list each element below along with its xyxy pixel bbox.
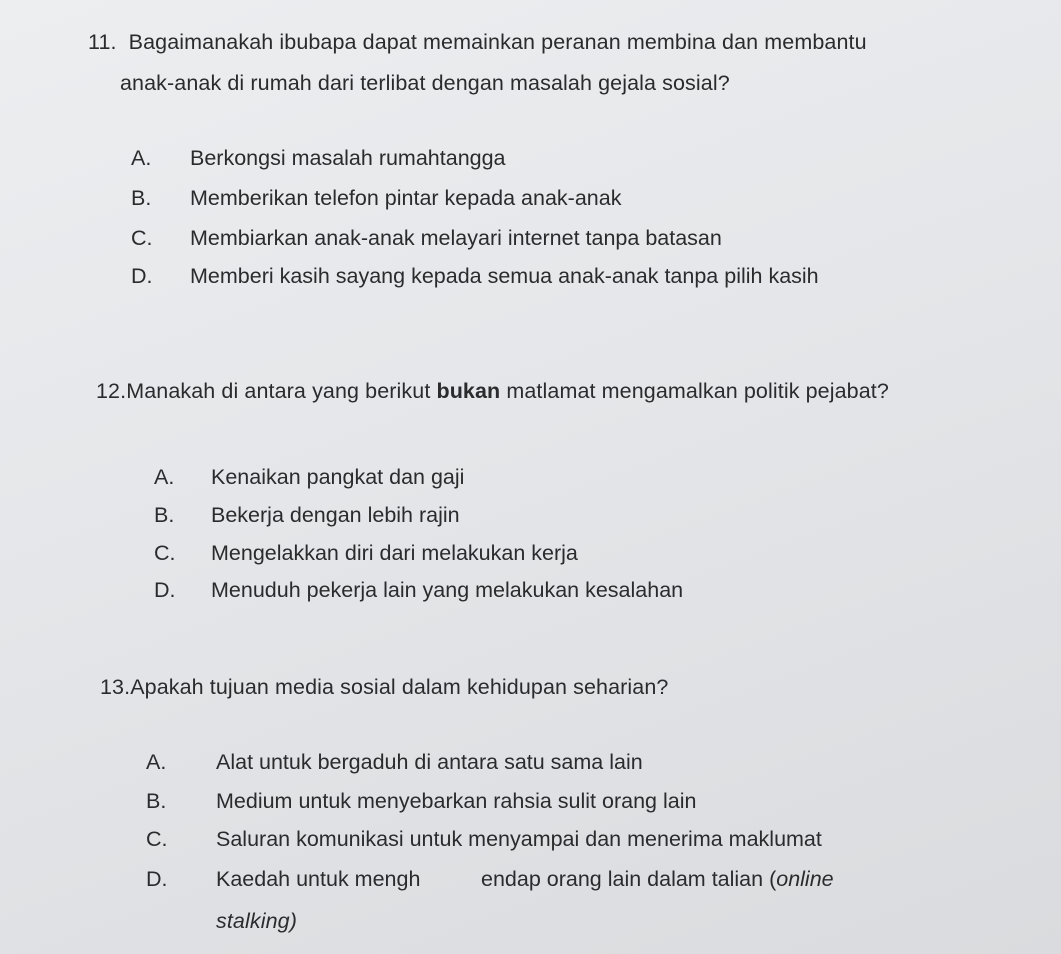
option-letter: B. — [154, 503, 175, 527]
question-11-line1 — [88, 30, 867, 55]
option-letter: B. — [131, 186, 152, 210]
option-text: Medium untuk menyebarkan rahsia sulit orang lain — [216, 789, 697, 813]
question-12-number: 12. — [96, 379, 127, 403]
option-text-line2: stalking) — [216, 909, 297, 933]
option-letter: D. — [146, 867, 168, 891]
option-text-italic: online — [776, 867, 834, 891]
option-text: Saluran komunikasi untuk menyampai dan menerima maklumat — [216, 827, 822, 851]
option-text: Memberikan telefon pintar kepada anak-anak — [190, 186, 622, 210]
option-text: Bekerja dengan lebih rajin — [211, 503, 460, 527]
question-13-stem: Apakah tujuan media sosial dalam kehidupan seharian? — [130, 675, 669, 699]
option-text: Alat untuk bergaduh di antara satu sama lain — [216, 750, 643, 774]
question-12-stem — [96, 379, 889, 404]
option-text: Menuduh pekerja lain yang melakukan kesalahan — [211, 578, 684, 602]
question-12-stem-emphasis: bukan — [436, 379, 501, 403]
option-text-part1: Kaedah untuk mengh — [216, 867, 421, 891]
option-letter: C. — [154, 541, 176, 565]
option-letter: A. — [131, 146, 152, 170]
question-13-stem-line — [100, 675, 668, 700]
option-text-part2-plain: endap orang lain dalam talian ( — [481, 867, 777, 891]
option-text: Kenaikan pangkat dan gaji — [211, 465, 465, 489]
option-letter: D. — [154, 578, 176, 602]
option-letter: C. — [131, 226, 153, 250]
option-text: Mengelakkan diri dari melakukan kerja — [211, 541, 578, 565]
question-11-number: 11. — [88, 30, 117, 54]
question-11-stem-line1: Bagaimanakah ibubapa dapat memainkan peranan membina dan membantu — [128, 30, 867, 54]
option-letter: B. — [146, 789, 167, 813]
option-text: Berkongsi masalah rumahtangga — [190, 146, 506, 170]
option-letter: C. — [146, 827, 168, 851]
option-text: Memberi kasih sayang kepada semua anak-anak tanpa pilih kasih — [190, 264, 819, 288]
question-12-stem-after: matlamat mengamalkan politik pejabat? — [500, 379, 889, 403]
question-11-stem-line2: anak-anak di rumah dari terlibat dengan masalah gejala sosial? — [120, 71, 730, 95]
question-12-stem-before: Manakah di antara yang berikut — [126, 379, 437, 403]
option-letter: D. — [131, 264, 153, 288]
question-13-number: 13. — [100, 675, 131, 699]
option-text-part2 — [481, 867, 834, 892]
option-letter: A. — [154, 465, 175, 489]
option-text: Membiarkan anak-anak melayari internet tanpa batasan — [190, 226, 722, 250]
question-13-option-d-line2 — [216, 909, 297, 934]
option-letter: A. — [146, 750, 167, 774]
